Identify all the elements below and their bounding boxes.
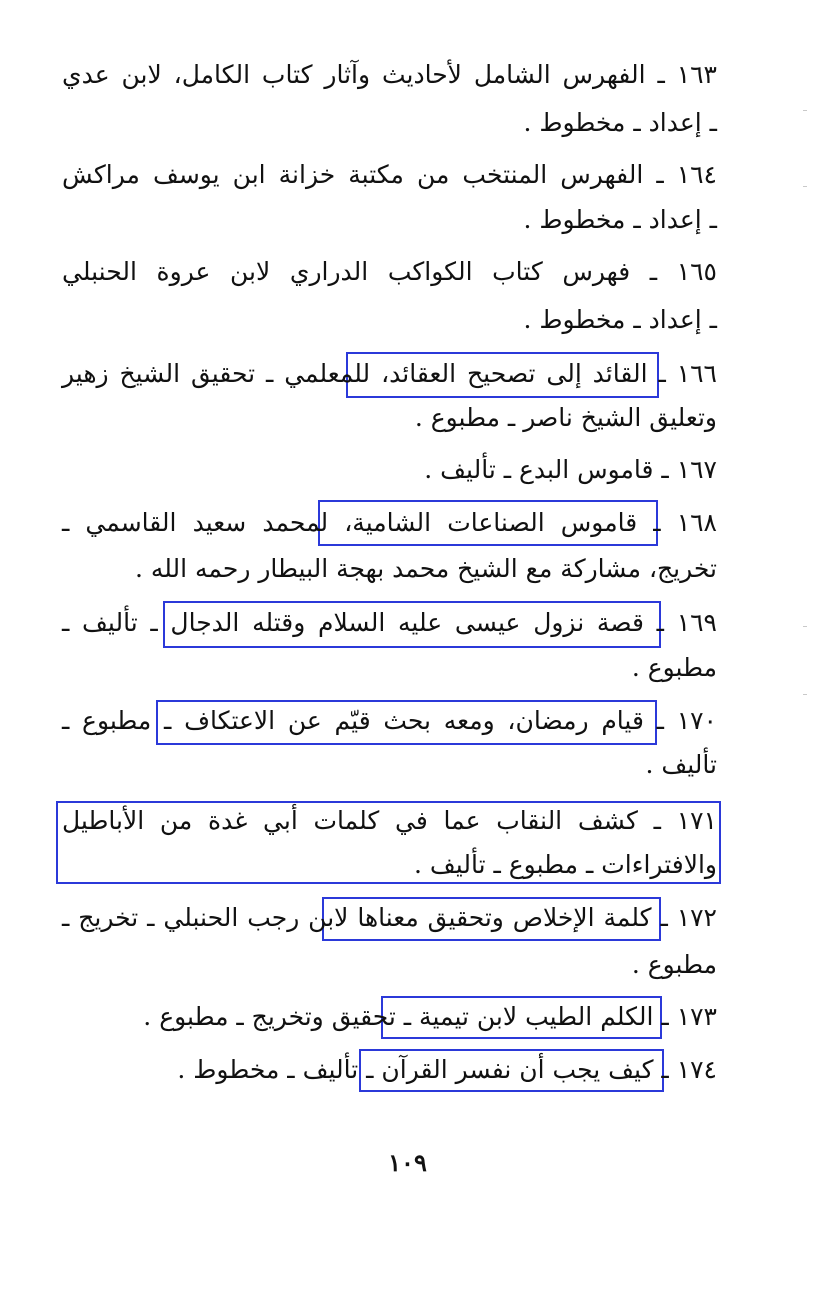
entry-line: والافتراءات ـ مطبوع ـ تأليف . [414,850,717,879]
scan-speck [803,626,807,627]
entry-line: ـ إعداد ـ مخطوط . [523,108,717,137]
entry-line: وتعليق الشيخ ناصر ـ مطبوع . [414,403,717,432]
entry-line: ١٦٣ ـ الفهرس الشامل لأحاديث وآثار كتاب الكامل، لابن عدي [62,60,717,89]
entry-line: مطبوع . [631,653,717,682]
entry-line: ١٦٧ ـ قاموس البدع ـ تأليف . [424,455,717,484]
entry-line: ١٧٢ ـ كلمة الإخلاص وتحقيق معناها لابن رجب الحنبلي ـ تخريج ـ [62,903,717,932]
entry-line: ١٧٤ ـ كيف يجب أن نفسر القرآن ـ تأليف ـ مخطوط . [177,1055,717,1084]
entry-line: ١٦٦ ـ القائد إلى تصحيح العقائد، للمعلمي ـ تحقيق الشيخ زهير [62,359,717,388]
scan-speck [803,694,807,695]
entry-line: ١٧١ ـ كشف النقاب عما في كلمات أبي غدة من الأباطيل [62,806,717,835]
entry-line: ـ إعداد ـ مخطوط . [523,305,717,334]
scan-speck [803,186,807,187]
entry-line: ١٧٣ ـ الكلم الطيب لابن تيمية ـ تحقيق وتخريج ـ مطبوع . [143,1002,717,1031]
entry-line: ١٦٤ ـ الفهرس المنتخب من مكتبة خزانة ابن يوسف مراكش [62,160,717,189]
entry-line: ـ إعداد ـ مخطوط . [523,205,717,234]
entry-line: ١٧٠ ـ قيام رمضان، ومعه بحث قيّم عن الاعتكاف ـ مطبوع ـ [62,706,717,735]
entry-line: ١٦٨ ـ قاموس الصناعات الشامية، لمحمد سعيد القاسمي ـ [62,508,717,537]
entry-line: تخريج، مشاركة مع الشيخ محمد بهجة البيطار رحمه الله . [134,554,717,583]
entry-line: ١٦٩ ـ قصة نزول عيسى عليه السلام وقتله الدجال ـ تأليف ـ [62,608,717,637]
scan-speck [803,110,807,111]
entry-line: تأليف . [645,750,717,779]
entry-line: مطبوع . [631,950,717,979]
page-number: ١٠٩ [388,1148,427,1177]
entry-line: ١٦٥ ـ فهرس كتاب الكواكب الدراري لابن عروة الحنبلي [62,257,717,286]
